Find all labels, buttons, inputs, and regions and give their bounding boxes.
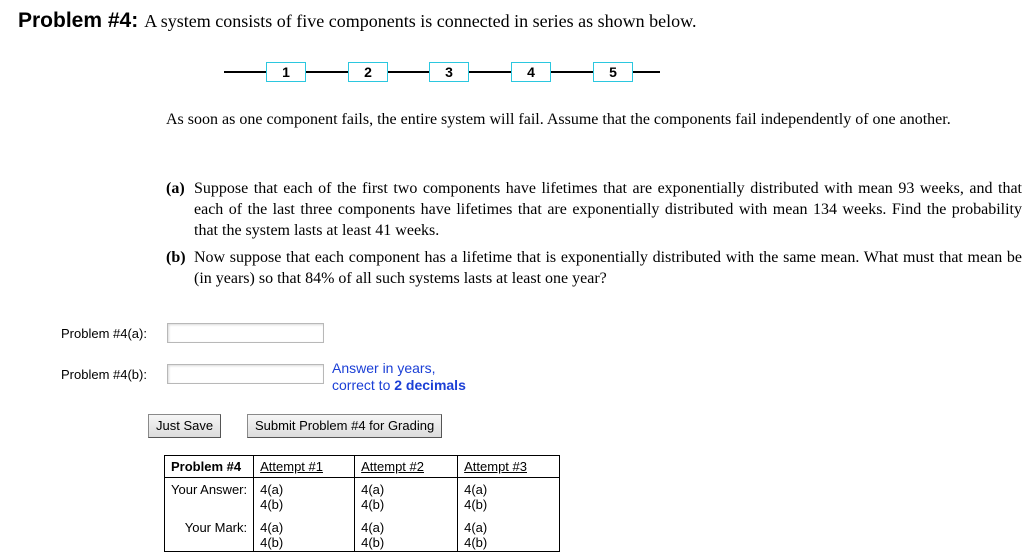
your-mark-label: Your Mark:	[184, 520, 248, 535]
attempt-1-answer-cell	[254, 478, 355, 514]
hint-line-2-prefix: correct to	[332, 377, 395, 393]
component-box-4: 4	[511, 62, 551, 82]
attempt-2-mark-a: 4(a)	[361, 520, 385, 535]
hint-line-1: Answer in years,	[332, 360, 436, 376]
attempt-3-header	[458, 456, 560, 478]
attempt-1-answer-b: 4(b)	[260, 497, 284, 512]
problem-intro: A system consists of five components is connected in series as shown below.	[144, 11, 697, 31]
attempt-3-link[interactable]: Attempt #3	[464, 459, 527, 474]
component-box-5: 5	[593, 62, 633, 82]
attempts-problem-header: Problem #4	[165, 456, 254, 478]
attempt-1-mark-cell	[254, 513, 355, 552]
attempt-3-answer-a: 4(a)	[464, 482, 488, 497]
answer-a-input[interactable]	[167, 323, 324, 343]
attempt-1-mark-a: 4(a)	[260, 520, 284, 535]
part-a-tag: (a)	[166, 180, 185, 197]
attempt-1-link[interactable]: Attempt #1	[260, 459, 323, 474]
attempt-2-mark-cell	[355, 513, 458, 552]
attempt-2-header	[355, 456, 458, 478]
your-answer-label: Your Answer:	[171, 482, 248, 497]
attempt-2-answer-b: 4(b)	[361, 497, 385, 512]
hint-line-2	[332, 377, 466, 394]
part-b-tag: (b)	[166, 249, 186, 266]
attempt-1-answer-a: 4(a)	[260, 482, 284, 497]
attempt-3-answer-cell	[458, 478, 560, 514]
your-answer-row	[165, 478, 560, 514]
answer-b-hint	[332, 360, 466, 394]
attempts-table	[164, 455, 560, 552]
attempt-2-link[interactable]: Attempt #2	[361, 459, 424, 474]
component-box-2: 2	[348, 62, 388, 82]
hint-decimals: 2 decimals	[394, 377, 466, 393]
your-mark-row	[165, 513, 560, 552]
component-box-1: 1	[266, 62, 306, 82]
attempt-1-header	[254, 456, 355, 478]
attempt-2-mark-b: 4(b)	[361, 535, 385, 550]
attempt-3-answer-b: 4(b)	[464, 497, 488, 512]
part-a	[166, 178, 1022, 241]
attempt-3-mark-a: 4(a)	[464, 520, 488, 535]
component-box-3: 3	[429, 62, 469, 82]
attempt-3-mark-b: 4(b)	[464, 535, 488, 550]
part-a-text: Suppose that each of the first two components have lifetimes that are exponentially distributed with mean 93 weeks, and that each of the last three components have lifetimes that are exponentially distributed with mean 134 weeks. Find the probability that the system lasts at least 41 weeks.	[194, 180, 1022, 239]
problem-number: Problem #4:	[18, 9, 139, 32]
attempt-3-mark-cell	[458, 513, 560, 552]
answer-b-input[interactable]	[167, 364, 324, 384]
part-b-text: Now suppose that each component has a lifetime that is exponentially distributed with the same mean. What must that mean be (in years) so that 84% of all such systems lasts at least one year?	[194, 249, 1022, 287]
part-b	[166, 247, 1022, 289]
answer-a-label: Problem #4(a):	[61, 326, 147, 341]
problem-header	[18, 9, 696, 33]
attempt-1-mark-b: 4(b)	[260, 535, 284, 550]
attempt-2-answer-a: 4(a)	[361, 482, 385, 497]
series-diagram	[224, 61, 660, 83]
answer-b-label: Problem #4(b):	[61, 367, 147, 382]
attempts-header-row	[165, 456, 560, 478]
attempt-2-answer-cell	[355, 478, 458, 514]
just-save-button[interactable]: Just Save	[148, 414, 221, 438]
failure-description: As soon as one component fails, the entire system will fail. Assume that the components fail independently of one another.	[166, 111, 951, 128]
submit-for-grading-button[interactable]: Submit Problem #4 for Grading	[247, 414, 442, 438]
